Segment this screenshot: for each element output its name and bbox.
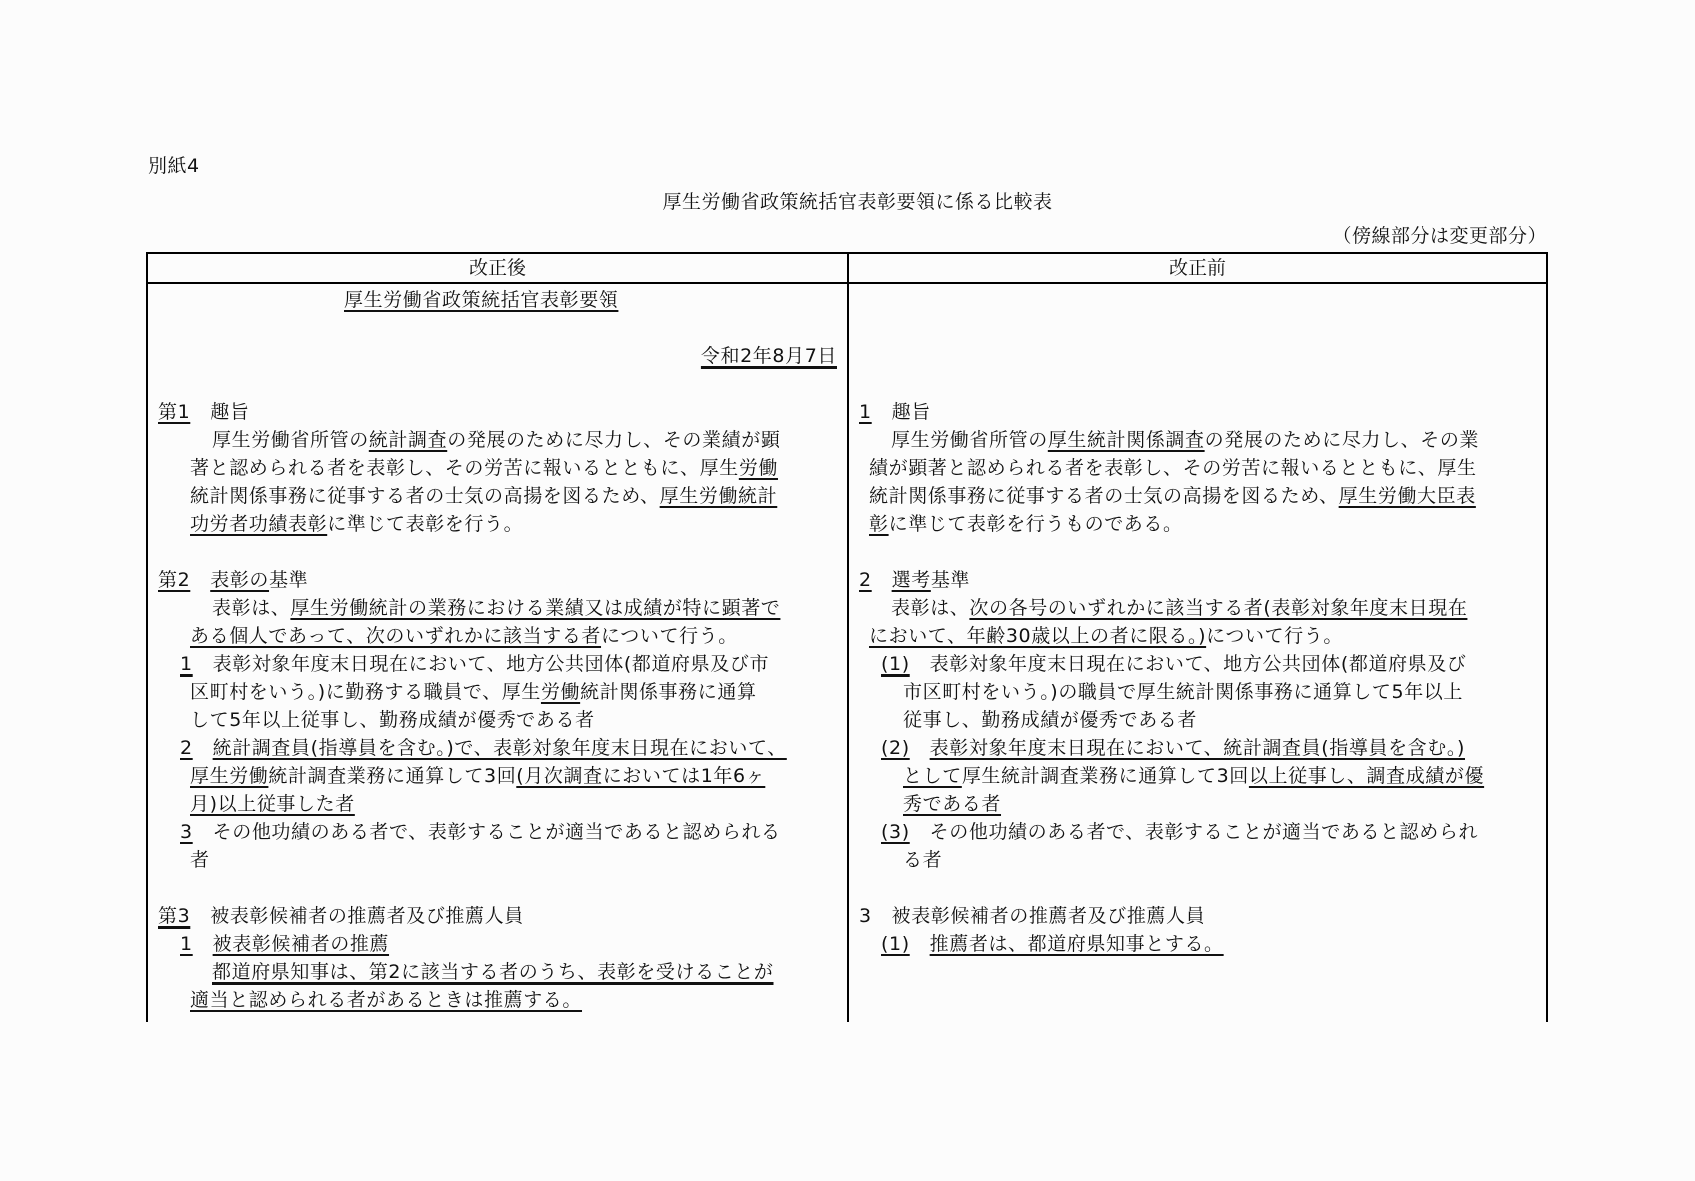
after-item-2-3-line-2: 者 <box>190 849 210 871</box>
before-section-1-heading: 1 趣旨 <box>859 401 931 423</box>
column-header-before: 改正前 <box>847 254 1548 284</box>
after-section-2-line-2: ある個人であって、次のいずれかに該当する者について行う。 <box>190 625 738 647</box>
before-item-2-1-line-1: (1) 表彰対象年度末日現在において、地方公共団体(都道府県及び <box>881 653 1467 675</box>
before-section-2-heading: 2 選考基準 <box>859 569 971 591</box>
before-section-1-line-1: 厚生労働省所管の厚生統計関係調査の発展のために尽力し、その業 <box>891 429 1480 451</box>
after-item-3-1-line-1: 都道府県知事は、第2に該当する者のうち、表彰を受けることが <box>212 961 774 983</box>
column-divider <box>847 254 849 1022</box>
before-item-2-2-line-2: として厚生統計調査業務に通算して3回以上従事し、調査成績が優 <box>903 765 1485 787</box>
annex-label: 別紙4 <box>148 155 200 177</box>
before-item-2-1-line-3: 従事し、勤務成績が優秀である者 <box>903 709 1198 731</box>
before-item-3-1-line-1: (1) 推薦者は、都道府県知事とする。 <box>881 933 1224 955</box>
after-section-1-heading: 第1 趣旨 <box>158 401 250 423</box>
after-section-1-line-2: 著と認められる者を表彰し、その労苦に報いるとともに、厚生労働 <box>190 457 779 479</box>
before-section-1-line-2: 績が顕著と認められる者を表彰し、その労苦に報いるとともに、厚生 <box>869 457 1477 479</box>
after-section-2-line-1: 表彰は、厚生労働統計の業務における業績又は成績が特に顕著で <box>212 597 781 619</box>
comparison-table <box>146 252 1548 1022</box>
underline-note: （傍線部分は変更部分） <box>1332 225 1547 247</box>
after-section-3-heading: 第3 被表彰候補者の推薦者及び推薦人員 <box>158 905 524 927</box>
after-item-3-1-title: 1 被表彰候補者の推薦 <box>180 933 390 955</box>
before-section-3-heading: 3 被表彰候補者の推薦者及び推薦人員 <box>859 905 1206 927</box>
after-item-2-1-line-3: して5年以上従事し、勤務成績が優秀である者 <box>190 709 595 731</box>
after-item-2-1-line-1: 1 表彰対象年度末日現在において、地方公共団体(都道府県及び市 <box>180 653 770 675</box>
before-item-2-3-line-2: る者 <box>903 849 943 871</box>
after-item-2-2-line-2: 厚生労働統計調査業務に通算して3回(月次調査においては1年6ヶ <box>190 765 766 787</box>
before-item-2-2-line-3: 秀である者 <box>903 793 1002 815</box>
document-title: 厚生労働省政策統括官表彰要領に係る比較表 <box>662 191 1053 213</box>
before-item-2-3-line-1: (3) その他功績のある者で、表彰することが適当であると認められ <box>881 821 1479 843</box>
after-item-2-2-line-3: 月)以上従事した者 <box>190 793 355 815</box>
after-date: 令和2年8月7日 <box>700 345 837 367</box>
before-section-1-line-4: 彰に準じて表彰を行うものである。 <box>869 513 1183 535</box>
before-section-1-line-3: 統計関係事務に従事する者の士気の高揚を図るため、厚生労働大臣表 <box>869 485 1476 507</box>
after-section-2-heading: 第2 表彰の基準 <box>158 569 309 591</box>
after-section-1-line-1: 厚生労働省所管の統計調査の発展のために尽力し、その業績が顕 <box>212 429 781 451</box>
before-item-2-2-line-1: (2) 表彰対象年度末日現在において、統計調査員(指導員を含む。) <box>881 737 1465 759</box>
after-item-2-3-line-1: 3 その他功績のある者で、表彰することが適当であると認められる <box>180 821 781 843</box>
before-item-2-1-line-2: 市区町村をいう。)の職員で厚生統計関係事務に通算して5年以上 <box>903 681 1464 703</box>
after-item-2-2-line-1: 2 統計調査員(指導員を含む。)で、表彰対象年度末日現在において、 <box>180 737 787 759</box>
before-section-2-line-2: において、年齢30歳以上の者に限る。)について行う。 <box>869 625 1343 647</box>
after-item-2-1-line-2: 区町村をいう。)に勤務する職員で、厚生労働統計関係事務に通算 <box>190 681 757 703</box>
after-section-1-line-3: 統計関係事務に従事する者の士気の高揚を図るため、厚生労働統計 <box>190 485 778 507</box>
after-item-3-1-line-2: 適当と認められる者があるときは推薦する。 <box>190 989 583 1011</box>
after-section-1-line-4: 功労者功績表彰に準じて表彰を行う。 <box>190 513 524 535</box>
column-header-after: 改正後 <box>148 254 847 284</box>
before-section-2-line-1: 表彰は、次の各号のいずれかに該当する者(表彰対象年度末日現在 <box>891 597 1468 619</box>
after-doc-title: 厚生労働省政策統括官表彰要領 <box>344 289 619 311</box>
